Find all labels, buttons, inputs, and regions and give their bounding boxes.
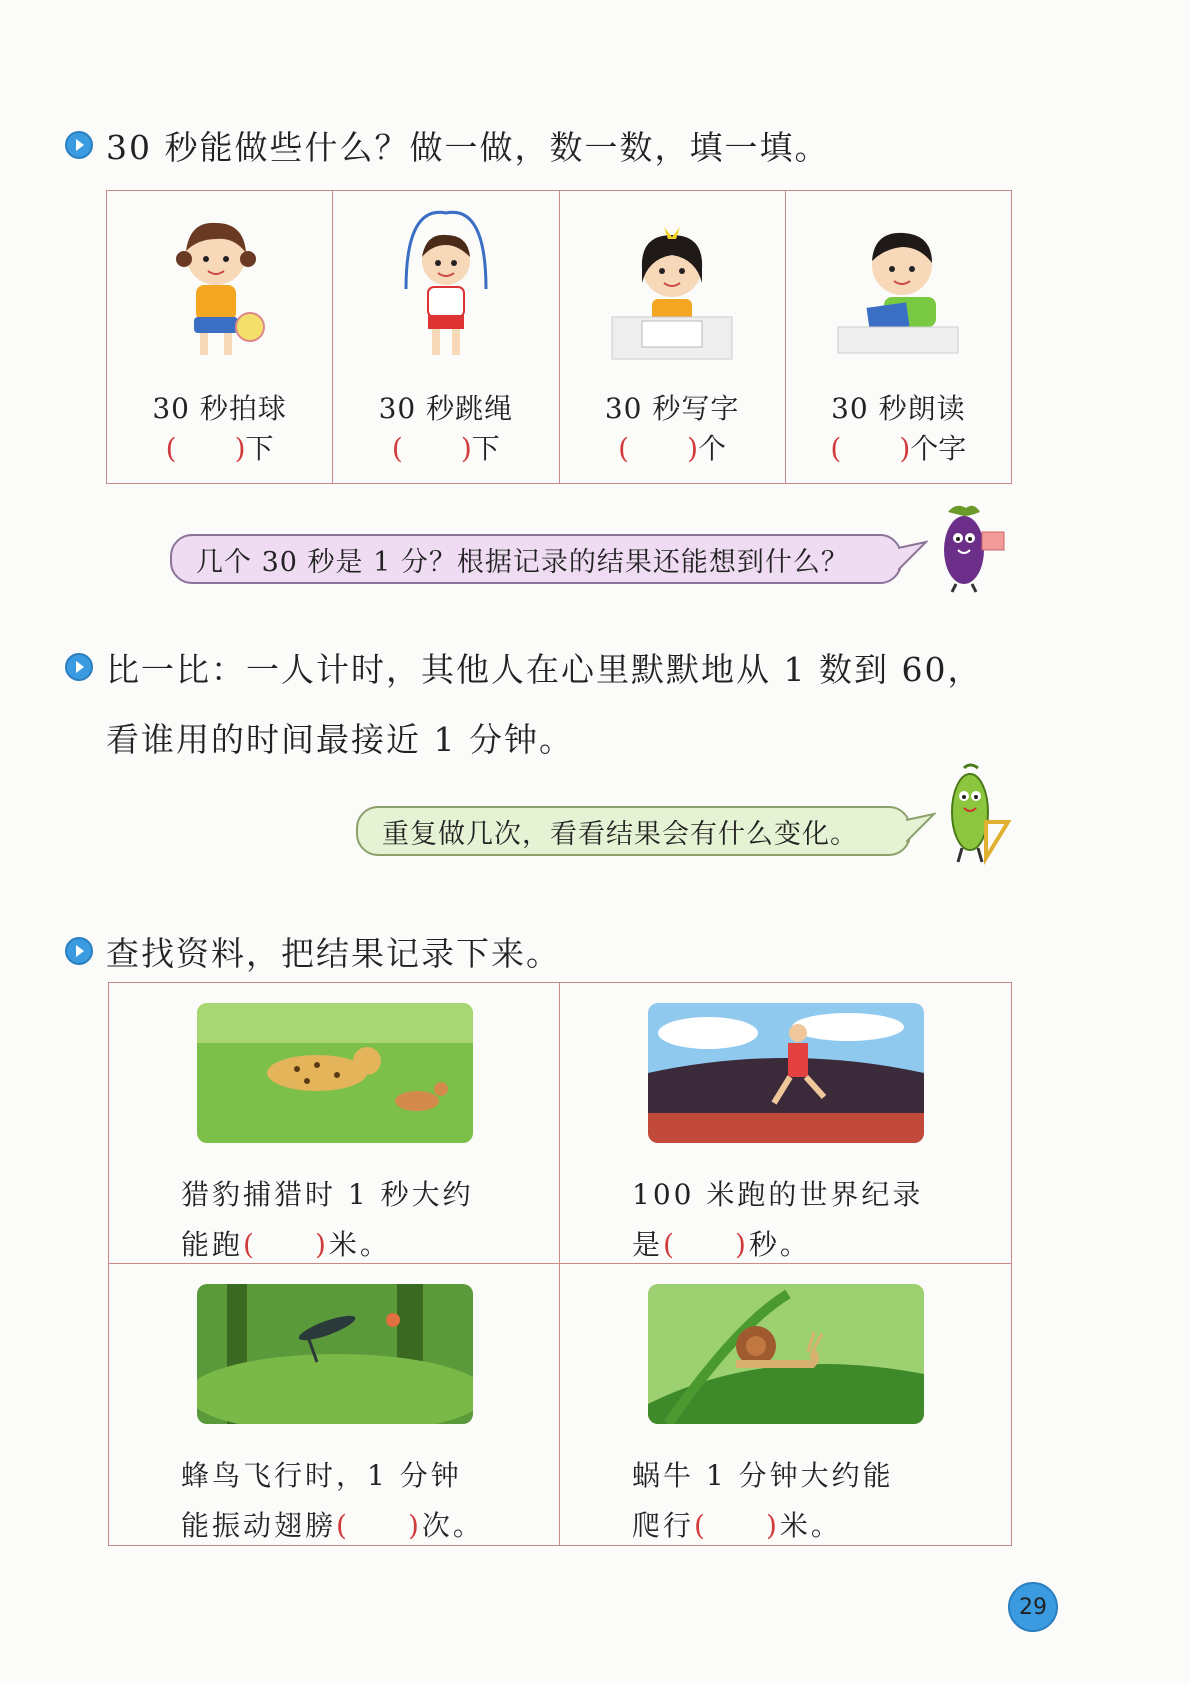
page-number: 29 (1008, 1582, 1058, 1632)
activity-answer-reading: ( )个字 (830, 432, 967, 465)
activity-answer-rope: ( )下 (391, 432, 500, 465)
fact-text-cheetah-2: 能跑( )米。 (181, 1228, 391, 1261)
activity-label-writing: 30 秒写字 (604, 392, 740, 425)
fact-text-snail-2: 爬行( )米。 (632, 1509, 842, 1542)
girl-writing-illustration (602, 209, 742, 369)
speech-tail-icon (898, 540, 928, 580)
fact-cell-cheetah (109, 983, 560, 1264)
section-bullet-icon (64, 936, 94, 966)
activity-cell-ball (107, 191, 333, 483)
activity-heading: 30 秒能做些什么？做一做，数一数，填一填。 (106, 128, 830, 167)
activity-cell-writing (560, 191, 786, 483)
fact-text-sprint-1: 100 米跑的世界纪录 (632, 1178, 924, 1211)
activity-answer-ball: ( )下 (165, 432, 274, 465)
fact-cell-sprint (560, 983, 1011, 1264)
activity-table (106, 190, 1012, 484)
fact-text-cheetah-1: 猎豹捕猎时 1 秒大约 (181, 1178, 474, 1211)
fact-text-snail-1: 蜗牛 1 分钟大约能 (632, 1459, 894, 1492)
fact-cell-hummingbird (109, 1264, 560, 1545)
section-bullet-icon (64, 130, 94, 160)
fact-text-hummingbird-1: 蜂鸟飞行时，1 分钟 (181, 1459, 462, 1492)
eggplant-speech-bubble: 几个 30 秒是 1 分？根据记录的结果还能想到什么？ (170, 534, 902, 584)
speech-tail-icon (906, 812, 936, 852)
activity-cell-rope (333, 191, 559, 483)
pea-speech-bubble: 重复做几次，看看结果会有什么变化。 (356, 806, 911, 856)
research-heading: 查找资料，把结果记录下来。 (106, 934, 561, 973)
boy-jumping-rope-illustration (376, 209, 516, 369)
activity-cell-reading (786, 191, 1011, 483)
eggplant-mascot-icon (926, 502, 1010, 594)
compare-line-2: 看谁用的时间最接近 1 分钟。 (106, 720, 574, 759)
fact-text-hummingbird-2: 能振动翅膀( )次。 (181, 1509, 484, 1542)
activity-answer-writing: ( )个 (618, 432, 727, 465)
activity-label-ball: 30 秒拍球 (152, 392, 287, 425)
girl-bouncing-ball-illustration (150, 209, 290, 369)
activity-label-rope: 30 秒跳绳 (378, 392, 514, 425)
sprinter-photo (648, 1003, 924, 1143)
cheetah-photo (197, 1003, 473, 1143)
pea-pod-mascot-icon (934, 762, 1014, 866)
compare-line-1: 比一比：一人计时，其他人在心里默默地从 1 数到 60， (106, 650, 983, 689)
snail-photo (648, 1284, 924, 1424)
fact-text-sprint-2: 是( )秒。 (632, 1228, 811, 1261)
fact-cell-snail (560, 1264, 1011, 1545)
boy-reading-illustration (828, 209, 968, 369)
activity-label-reading: 30 秒朗读 (831, 392, 966, 425)
section-bullet-icon (64, 652, 94, 682)
research-table (108, 982, 1012, 1546)
hummingbird-photo (197, 1284, 473, 1424)
